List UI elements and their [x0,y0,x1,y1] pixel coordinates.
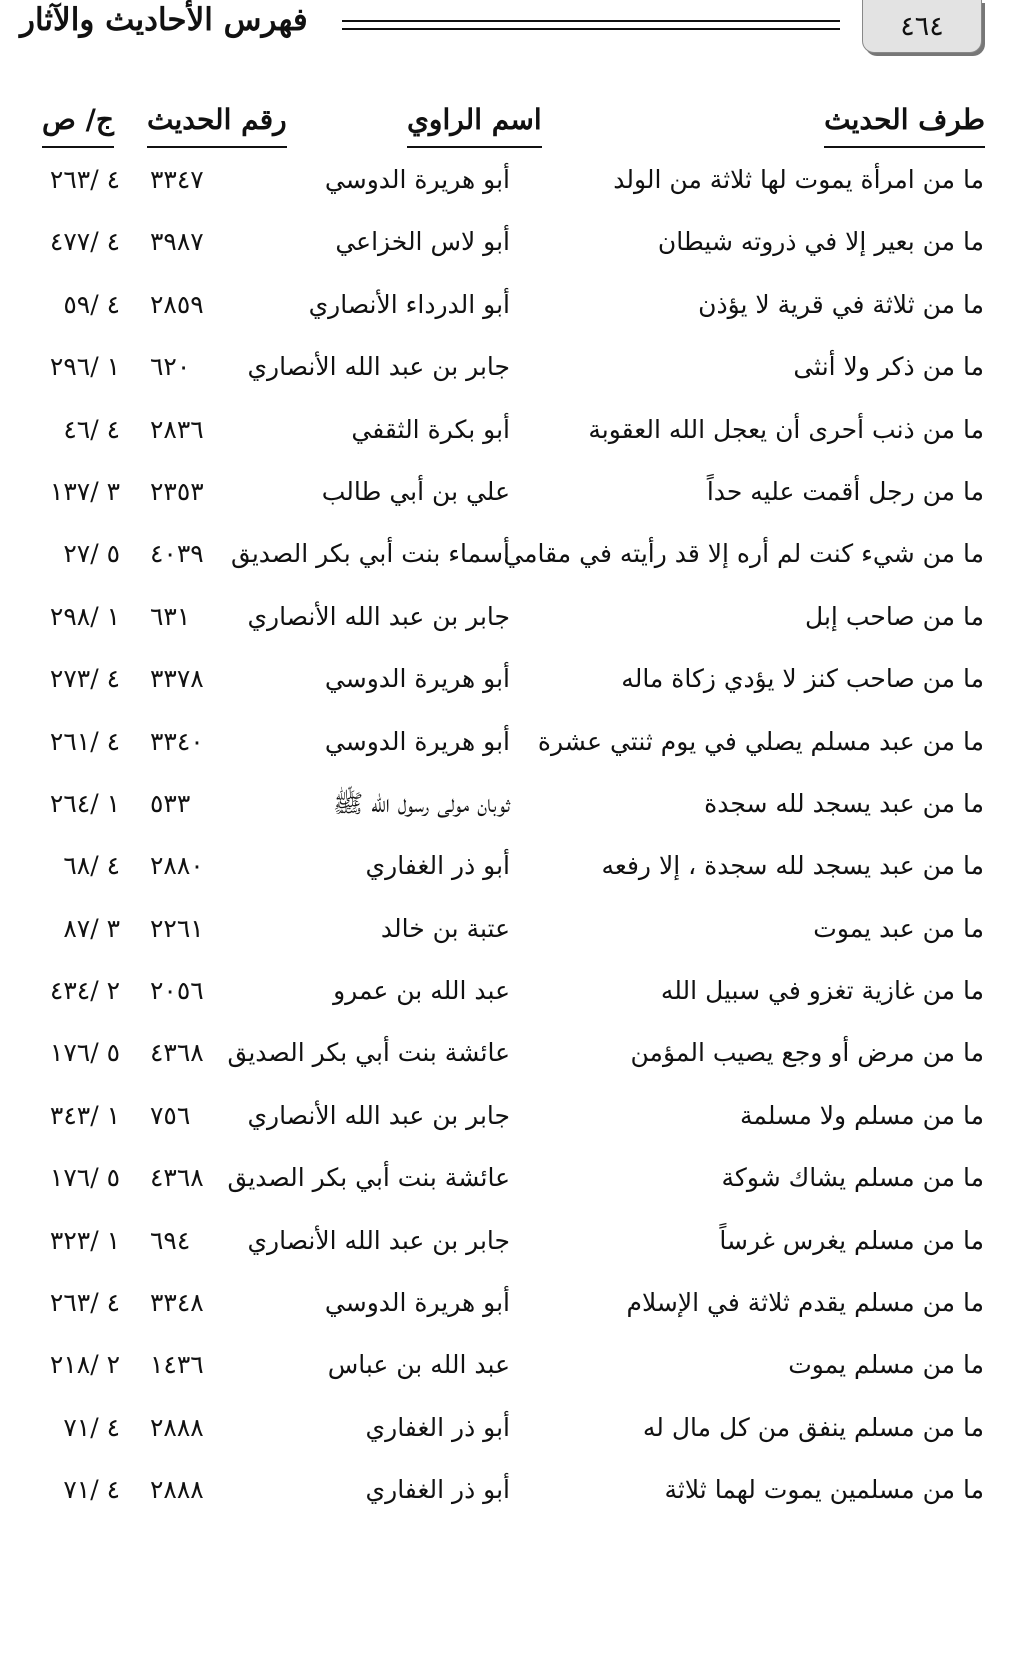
volume-page-cell: ١ /٢٩٨ [49,601,120,631]
narrator-cell: عتبة بن خالد [380,913,510,943]
hadith-number-cell: ٥٣٣ [150,788,191,818]
volume-page-cell: ٤ /٢٧٣ [49,664,120,694]
index-table [0,152,1010,1525]
table-row [0,1275,1010,1337]
hadith-cell: ما من مسلم ولا مسلمة [740,1100,984,1130]
narrator-cell: أبو هريرة الدوسي [324,726,510,756]
column-header-number: رقم الحديث [147,100,287,148]
narrator-cell: جابر بن عبد الله الأنصاري [247,1225,510,1255]
page-header [0,0,1010,60]
narrator-cell: ثوبان مولى رسول الله ﷺ [332,788,510,818]
table-row [0,1462,1010,1524]
hadith-cell: ما من ثلاثة في قرية لا يؤذن [698,289,984,319]
volume-page-cell: ١ /٢٩٦ [49,352,120,382]
hadith-number-cell: ٣٩٨٧ [150,227,204,257]
table-row [0,901,1010,963]
hadith-number-cell: ١٤٣٦ [150,1350,204,1380]
narrator-cell: عبد الله بن عمرو [333,976,510,1006]
table-row [0,963,1010,1025]
table-row [0,152,1010,214]
column-header-narrator: اسم الراوي [407,100,542,148]
hadith-number-cell: ٦٣١ [150,601,191,631]
hadith-number-cell: ٢٨٨٠ [150,851,204,881]
narrator-cell: جابر بن عبد الله الأنصاري [247,352,510,382]
table-row [0,214,1010,276]
hadith-number-cell: ٦٢٠ [150,352,191,382]
hadith-number-cell: ٢٨٥٩ [150,289,204,319]
hadith-number-cell: ٧٥٦ [150,1100,191,1130]
table-row [0,1088,1010,1150]
column-header-volume-page: ج/ ص [42,100,114,148]
narrator-cell: أسماء بنت أبي بكر الصديق [230,539,510,569]
hadith-cell: ما من عبد يسجد لله سجدة ، إلا رفعه [601,851,984,881]
hadith-number-cell: ٣٣٤٨ [150,1288,204,1318]
volume-page-cell: ١ /٣٢٣ [49,1225,120,1255]
narrator-cell: أبو هريرة الدوسي [324,1288,510,1318]
hadith-number-cell: ٢٨٨٨ [150,1475,204,1505]
volume-page-cell: ٤ /٤٦ [63,414,120,444]
volume-page-cell: ٥ /٢٧ [63,539,120,569]
narrator-cell: علي بن أبي طالب [321,476,510,506]
narrator-cell: أبو ذر الغفاري [365,851,510,881]
table-row [0,1337,1010,1399]
narrator-cell: أبو ذر الغفاري [365,1475,510,1505]
volume-page-cell: ٤ /٧١ [63,1412,120,1442]
volume-page-cell: ٤ /٢٦٣ [49,165,120,194]
narrator-cell: أبو ذر الغفاري [365,1412,510,1442]
narrator-cell: أبو بكرة الثقفي [351,414,510,444]
volume-page-cell: ٣ /١٣٧ [49,476,120,506]
volume-page-cell: ٤ /٢٦١ [49,726,120,756]
narrator-cell: أبو لاس الخزاعي [335,227,510,257]
volume-page-cell: ٥ /١٧٦ [49,1038,120,1068]
hadith-number-cell: ٤٣٦٨ [150,1038,204,1068]
hadith-number-cell: ٤٣٦٨ [150,1163,204,1193]
table-row [0,464,1010,526]
volume-page-cell: ٤ /٧١ [63,1475,120,1505]
table-row [0,776,1010,838]
hadith-cell: ما من مسلم يموت [788,1350,984,1380]
table-row [0,402,1010,464]
hadith-cell: ما من ذنب أحرى أن يعجل الله العقوبة [588,414,984,444]
header-rule [342,28,840,30]
section-title: فهرس الأحاديث والآثار [20,2,308,38]
hadith-cell: ما من صاحب إبل [805,601,984,631]
table-row [0,1150,1010,1212]
volume-page-cell: ٤ /٤٧٧ [49,227,120,257]
hadith-cell: ما من امرأة يموت لها ثلاثة من الولد [613,165,984,194]
hadith-cell: ما من مسلم يشاك شوكة [721,1163,984,1193]
hadith-cell: ما من عبد يسجد لله سجدة [704,788,984,818]
table-row [0,651,1010,713]
narrator-cell: جابر بن عبد الله الأنصاري [247,601,510,631]
narrator-cell: جابر بن عبد الله الأنصاري [247,1100,510,1130]
hadith-number-cell: ٣٣٤٧ [150,165,204,194]
volume-page-cell: ٤ /٥٩ [63,289,120,319]
page-number-tab: ٤٦٤ [862,0,982,53]
volume-page-cell: ٤ /٦٨ [63,851,120,881]
volume-page-cell: ٤ /٢٦٣ [49,1288,120,1318]
table-row [0,589,1010,651]
narrator-cell: عائشة بنت أبي بكر الصديق [227,1163,510,1193]
hadith-cell: ما من مسلم يغرس غرساً [719,1225,984,1255]
volume-page-cell: ١ /٣٤٣ [49,1100,120,1130]
hadith-cell: ما من مسلمين يموت لهما ثلاثة [664,1475,984,1505]
hadith-number-cell: ٢٠٥٦ [150,976,204,1006]
hadith-number-cell: ٤٠٣٩ [150,539,204,569]
hadith-number-cell: ٦٩٤ [150,1225,191,1255]
table-row [0,838,1010,900]
hadith-cell: ما من عبد يموت [813,913,984,943]
narrator-cell: أبو هريرة الدوسي [324,165,510,194]
volume-page-cell: ٣ /٨٧ [63,913,120,943]
hadith-number-cell: ٣٣٤٠ [150,726,204,756]
narrator-cell: أبو هريرة الدوسي [324,664,510,694]
hadith-number-cell: ٣٣٧٨ [150,664,204,694]
table-row [0,1025,1010,1087]
table-row [0,277,1010,339]
table-row [0,339,1010,401]
narrator-cell: عائشة بنت أبي بكر الصديق [227,1038,510,1068]
volume-page-cell: ٢ /٢١٨ [49,1350,120,1380]
table-row [0,1213,1010,1275]
volume-page-cell: ٢ /٤٣٤ [49,976,120,1006]
header-rule [342,20,840,22]
narrator-cell: أبو الدرداء الأنصاري [308,289,510,319]
hadith-cell: ما من عبد مسلم يصلي في يوم ثنتي عشرة [537,726,984,756]
hadith-cell: ما من شيء كنت لم أره إلا قد رأيته في مقامي [503,539,984,569]
hadith-cell: ما من صاحب كنز لا يؤدي زكاة ماله [621,664,984,694]
narrator-cell: عبد الله بن عباس [327,1350,510,1380]
hadith-cell: ما من ذكر ولا أنثى [793,352,984,382]
hadith-cell: ما من غازية تغزو في سبيل الله [660,976,984,1006]
table-row [0,1400,1010,1462]
hadith-cell: ما من بعير إلا في ذروته شيطان [657,227,984,257]
hadith-number-cell: ٢٢٦١ [150,913,204,943]
hadith-number-cell: ٢٣٥٣ [150,476,204,506]
table-row [0,714,1010,776]
table-row [0,526,1010,588]
hadith-cell: ما من مرض أو وجع يصيب المؤمن [630,1038,984,1068]
hadith-cell: ما من رجل أقمت عليه حداً [706,476,984,506]
column-header-hadith: طرف الحديث [824,100,985,148]
volume-page-cell: ٥ /١٧٦ [49,1163,120,1193]
hadith-number-cell: ٢٨٣٦ [150,414,204,444]
volume-page-cell: ١ /٢٦٤ [49,788,120,818]
hadith-cell: ما من مسلم ينفق من كل مال له [642,1412,984,1442]
hadith-cell: ما من مسلم يقدم ثلاثة في الإسلام [626,1288,984,1318]
hadith-number-cell: ٢٨٨٨ [150,1412,204,1442]
